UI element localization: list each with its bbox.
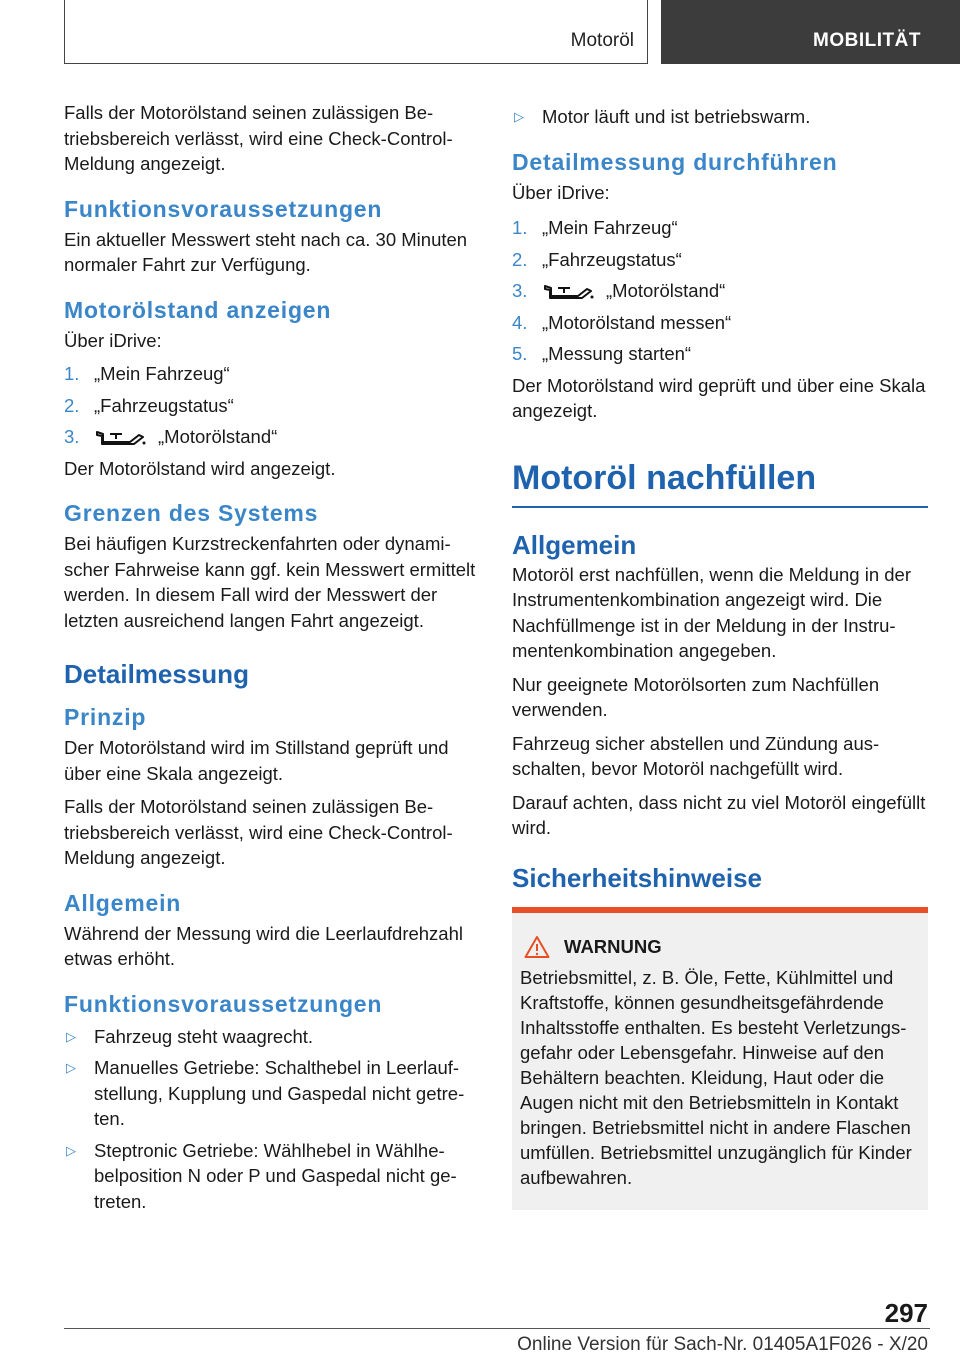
step-number: 1. [512,217,528,238]
warning-title [520,935,920,959]
step-text: „Mein Fahrzeug“ [542,217,678,238]
paragraph: Ein aktueller Messwert steht nach ca. 30 Minuten normaler Fahrt zur Verfügung. [64,228,468,275]
heading-detailmessung: Detailmessung [64,659,249,689]
intro-paragraph: Falls der Motorölstand seinen zulässigen Betriebsbereich verlässt, wird eine Check-Control-Meldung angezeigt. [64,102,453,174]
step-text: „Mein Fahrzeug“ [94,363,230,384]
step-number: 3. [512,280,528,301]
paragraph: Der Motorölstand wird im Stillstand geprüft und über eine Skala angezeigt. [64,737,449,784]
step-number: 3. [64,426,80,447]
right-column [512,100,928,1210]
list-item [512,104,928,130]
page-number: 297 [884,1298,928,1328]
paragraph: Darauf achten, dass nicht zu viel Motoröl eingefüllt wird. [512,791,926,838]
list-item [512,278,928,304]
list-item [512,310,928,336]
paragraph: Der Motorölstand wird geprüft und über eine Skala angezeigt. [512,374,926,421]
paragraph: Der Motorölstand wird angezeigt. [64,457,336,479]
heading-motoroelstand-anzeigen: Motorölstand anzeigen [64,296,332,323]
step-text: „Motorölstand“ [158,426,278,447]
footer-divider [64,1328,930,1329]
oil-can-icon [544,283,594,301]
step-number: 5. [512,343,528,364]
warning-triangle-icon [524,935,550,959]
triangle-bullet-icon: ▷ [66,1142,76,1158]
paragraph: Über iDrive: [512,181,610,203]
list-item [64,1138,480,1215]
bullet-list [64,1024,480,1215]
list-item [512,215,928,241]
paragraph: Nur geeignete Motorölsorten zum Nachfüllen verwenden. [512,673,880,720]
heading-allgemein: Allgemein [64,889,182,916]
warning-label: WARNUNG [564,935,662,957]
paragraph: Falls der Motorölstand seinen zulässigen Betriebsbereich verlässt, wird eine Check-Control-Meldung angezeigt. [64,796,453,868]
heading-funktionsvoraussetzungen: Funktionsvoraussetzungen [64,990,383,1017]
list-item [64,361,480,387]
list-item [64,424,480,450]
list-item [64,1055,480,1132]
step-number: 4. [512,311,528,333]
oil-can-icon [96,429,146,447]
list-item [512,341,928,367]
triangle-bullet-icon: ▷ [66,1060,76,1075]
heading-detailmessung-durchfuehren: Detailmessung durchführen [512,148,838,175]
footer-text: Online Version für Sach-Nr. 01405A1F026 - X/20 [517,1334,928,1355]
step-text: „Fahrzeugstatus“ [94,394,234,416]
bullet-list [512,104,928,130]
step-text: „Motorölstand messen“ [542,311,732,333]
step-text: „Fahrzeugstatus“ [542,248,682,270]
triangle-bullet-icon: ▷ [66,1028,76,1044]
step-list [512,215,928,367]
paragraph: Über iDrive: [64,329,162,351]
paragraph: Bei häufigen Kurzstreckenfahrten oder dynamischer Fahrweise kann ggf. kein Messwert ermittelt werden. In diesem Fall wird der Messwert der letzten ausreichend langen Fahrt angezeigt. [64,533,476,631]
bullet-text: Fahrzeug steht waagrecht. [94,1025,314,1047]
step-text: „Motorölstand“ [606,280,726,301]
heading-allgemein: Allgemein [512,529,637,560]
step-list [64,361,480,450]
bullet-text: Motor läuft und ist betriebswarm. [542,106,811,127]
step-number: 1. [64,363,80,384]
bullet-text: Manuelles Getriebe: Schalthebel in Leerlaufstellung, Kupplung und Gaspedal nicht getreten. [94,1057,465,1129]
list-item [512,247,928,273]
paragraph: Während der Messung wird die Leerlaufdrehzahl etwas erhöht. [64,922,463,969]
list-item [64,1024,480,1050]
list-item [64,393,480,419]
heading-sicherheitshinweise: Sicherheitshinweise [512,862,762,893]
header-chapter-tab[interactable]: MOBILITÄT [661,0,960,64]
paragraph: Fahrzeug sicher abstellen und Zündung ausschalten, bevor Motoröl nachgefüllt wird. [512,732,880,779]
triangle-bullet-icon: ▷ [514,109,524,124]
paragraph: Motoröl erst nachfüllen, wenn die Meldung in der Instrumentenkombination angezeigt wird. Die Nachfüllmenge ist in der Meldung in der Instrumentenkombination angegeben. [512,563,912,661]
heading-prinzip: Prinzip [64,704,147,730]
step-number: 2. [512,248,528,270]
step-text: „Messung starten“ [542,343,692,364]
warning-text: Betriebsmittel, z. B. Öle, Fette, Kühlmittel und Kraftstoffe, können gesundheitsgefährdende Inhaltsstoffe enthalten. Es besteht Verletzungsgefahr oder Lebensgefahr. Hinweise auf den Behältern beachten. Kleidung, Haut oder die Augen nicht mit den Betriebsmitteln in Kontakt bringen. Betriebsmittel nicht in andere Flaschen umfüllen. Betriebsmittel unzugänglich für Kinder aufbewahren. [520,966,912,1188]
heading-funktionsvoraussetzungen: Funktionsvoraussetzungen [64,195,383,222]
header-section-title: Motoröl [570,30,634,51]
warning-box [512,907,928,1210]
heading-motoroel-nachfuellen: Motoröl nachfüllen [512,456,928,508]
bullet-text: Steptronic Getriebe: Wählhebel in Wählhebelposition N oder P und Gaspedal nicht getreten. [94,1139,457,1212]
left-column [64,100,480,1220]
step-number: 2. [64,394,80,416]
heading-grenzen-des-systems: Grenzen des Systems [64,500,319,526]
header-box [64,0,648,64]
